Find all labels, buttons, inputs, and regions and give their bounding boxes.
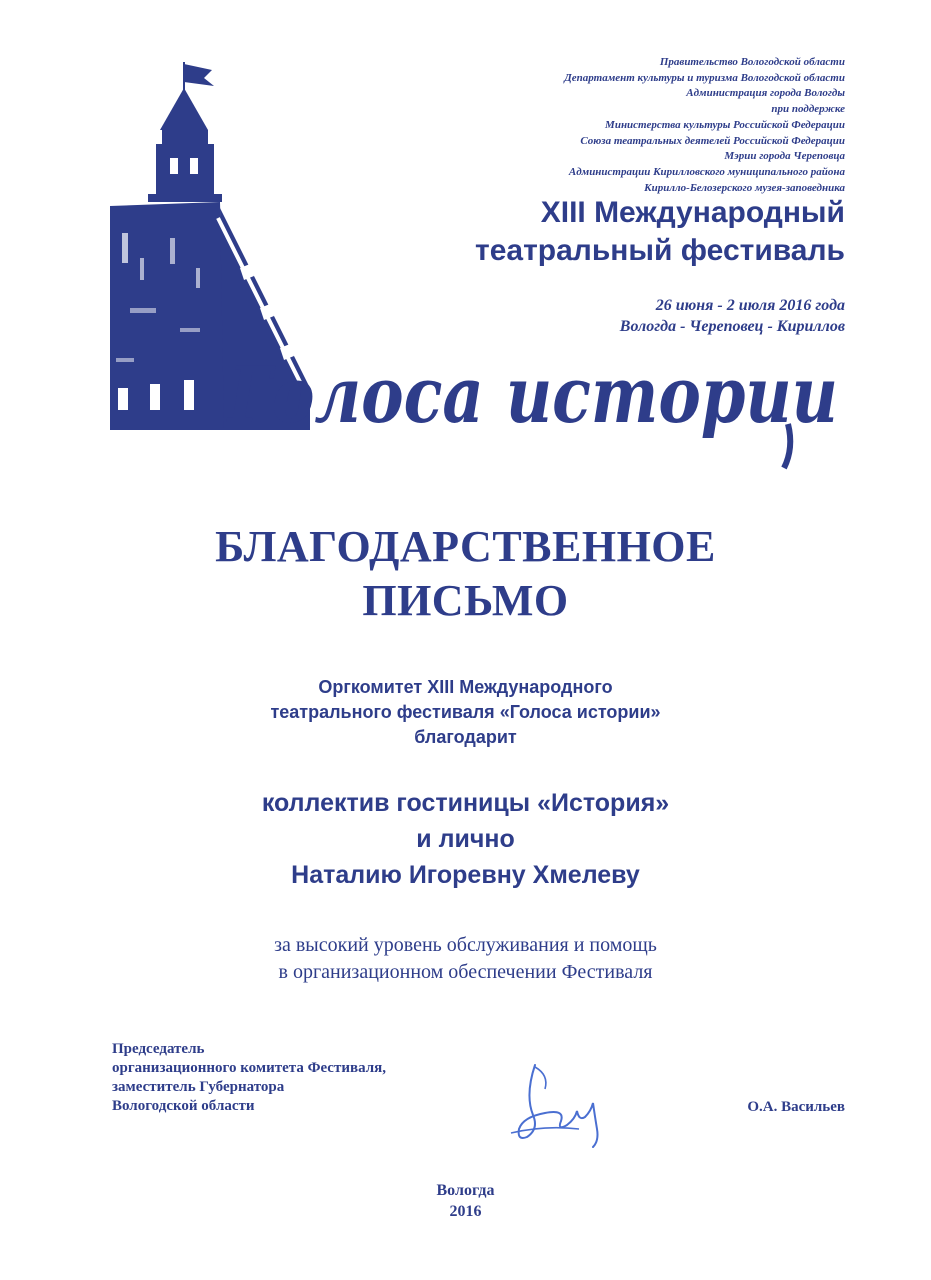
reason-line: за высокий уровень обслуживания и помощь: [274, 934, 657, 956]
recipient-line: коллектив гостиницы «История»: [261, 789, 670, 817]
signer-title: [112, 1040, 386, 1116]
signer-title-line: Вологодской области: [112, 1098, 255, 1114]
reason-line: в организационном обеспечении Фестиваля: [278, 961, 653, 983]
festival-title: [325, 194, 845, 270]
festival-dates: [425, 295, 845, 337]
handwritten-signature: [505, 1055, 615, 1150]
reason-text: [0, 932, 931, 986]
committee-statement: [0, 675, 931, 750]
committee-line: благодарит: [414, 727, 517, 747]
signer-title-line: организационного комитета Фестиваля,: [112, 1060, 386, 1076]
organizers-list: [425, 55, 845, 196]
signer-title-line: Председатель: [112, 1041, 205, 1057]
footer-place-date: [0, 1180, 931, 1222]
organizer-line: Администрация города Вологды: [686, 87, 845, 100]
document-title: [0, 520, 931, 628]
organizer-line: Администрации Кирилловского муниципального района: [568, 165, 845, 178]
organizer-line: Правительство Вологодской области: [659, 56, 845, 68]
document-title-line: ПИСЬМО: [362, 576, 569, 625]
recipient-line: и лично: [416, 825, 515, 853]
festival-cities: Вологда - Череповец - Кириллов: [619, 318, 845, 335]
festival-logo-wordmark: [228, 340, 848, 470]
organizer-line: Министерства культуры Российской Федерации: [605, 118, 845, 131]
organizer-line: Департамент культуры и туризма Вологодской области: [564, 71, 845, 84]
organizer-line: при поддержке: [771, 103, 845, 116]
logo-wordmark-text: Голоса истории: [226, 350, 839, 441]
festival-title-line: XIII Международный: [540, 196, 845, 229]
organizer-line: Союза театральных деятелей Российской Федерации: [580, 134, 845, 147]
committee-line: Оргкомитет XIII Международного: [318, 677, 613, 697]
festival-title-line: театральный фестиваль: [475, 234, 845, 267]
committee-line: театрального фестиваля «Голоса истории»: [270, 702, 661, 722]
recipient-line: Наталию Игоревну Хмелеву: [291, 861, 640, 889]
festival-date-range: 26 июня - 2 июля 2016 года: [655, 297, 845, 314]
document-title-line: БЛАГОДАРСТВЕННОЕ: [215, 522, 716, 571]
organizer-line: Мэрии города Череповца: [724, 150, 845, 163]
signer-name: О.А. Васильев: [747, 1099, 845, 1115]
signer-title-line: заместитель Губернатора: [112, 1079, 285, 1095]
recipient-block: [0, 785, 931, 893]
organizer-line: Кирилло-Белозерского музея-заповедника: [644, 181, 845, 194]
footer-city: Вологда: [436, 1182, 495, 1199]
footer-year: 2016: [449, 1203, 482, 1220]
